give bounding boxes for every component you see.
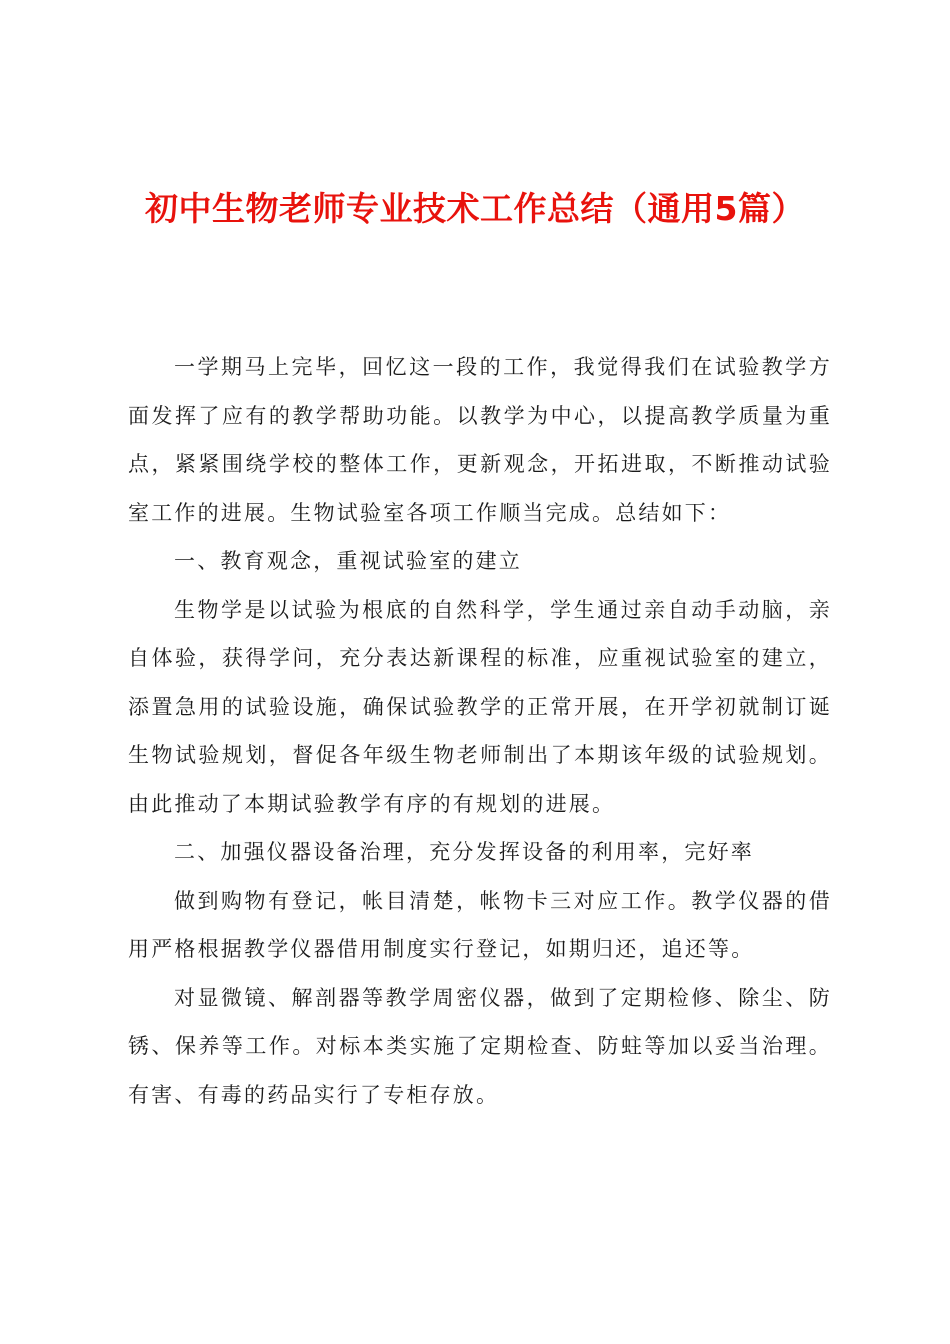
paragraph-section-2a: 做到购物有登记，帐目清楚，帐物卡三对应工作。教学仪器的借用严格根据教学仪器借用制度实行登记，如期归还，追还等。	[128, 888, 832, 961]
paragraph-intro: 一学期马上完毕，回忆这一段的工作，我觉得我们在试验教学方面发挥了应有的教学帮助功能。以教学为中心，以提高教学质量为重点，紧紧围绕学校的整体工作，更新观念，开拓进取，不断推动试验室工作的进展。生物试验室各项工作顺当完成。总结如下：	[128, 355, 832, 525]
section-heading-2: 二、加强仪器设备治理，充分发挥设备的利用率，完好率	[174, 840, 754, 864]
document-body	[128, 343, 832, 1119]
paragraph-section-2b: 对显微镜、解剖器等教学周密仪器，做到了定期检修、除尘、防锈、保养等工作。对标本类实施了定期检查、防蛀等加以妥当治理。有害、有毒的药品实行了专柜存放。	[128, 985, 832, 1107]
section-heading-1: 一、教育观念，重视试验室的建立	[174, 549, 522, 573]
document-title: 初中生物老师专业技术工作总结（通用5篇）	[145, 189, 805, 228]
paragraph-section-1: 生物学是以试验为根底的自然科学，学生通过亲自动手动脑，亲自体验，获得学问，充分表达新课程的标准，应重视试验室的建立，添置急用的试验设施，确保试验教学的正常开展，在开学初就制订诞生物试验规划，督促各年级生物老师制出了本期该年级的试验规划。由此推动了本期试验教学有序的有规划的进展。	[128, 597, 832, 816]
